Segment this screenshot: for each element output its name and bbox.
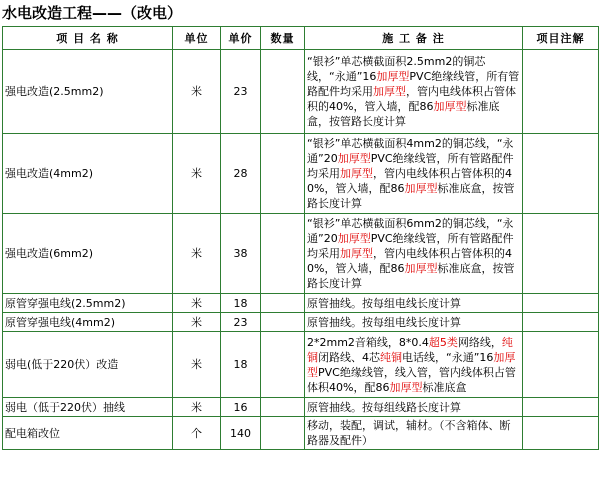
cell-price: 38	[221, 214, 261, 294]
cell-price: 140	[221, 417, 261, 450]
note-text: PVC绝缘线管，所有管路配件均采用	[307, 70, 520, 98]
page-title: 水电改造工程——（改电）	[2, 4, 183, 22]
cell-remark	[523, 134, 599, 214]
note-text: “银衫”单芯横截面积6mm2的铜芯线，“永通”20	[307, 217, 514, 245]
cell-remark	[523, 398, 599, 417]
cell-item-name: 原管穿强电线(2.5mm2)	[3, 294, 173, 313]
note-highlight: 加厚型	[404, 262, 438, 275]
note-text: 2*2mm2音箱线，8*0.4	[307, 335, 429, 349]
cell-quantity	[261, 332, 305, 398]
table-row	[3, 417, 599, 450]
table-row	[3, 313, 599, 332]
cell-unit: 米	[173, 50, 221, 134]
cell-quantity	[261, 313, 305, 332]
column-header-note: 施 工 备 注	[305, 27, 523, 50]
cell-unit: 米	[173, 134, 221, 214]
cell-item-name: 原管穿强电线(4mm2)	[3, 313, 173, 332]
note-text: ，管内电线体积占管体积的40%，管入墙，配86	[307, 247, 512, 275]
cell-quantity	[261, 398, 305, 417]
cell-price: 18	[221, 332, 261, 398]
cell-remark	[523, 214, 599, 294]
cell-construction-note	[305, 214, 523, 294]
cell-quantity	[261, 214, 305, 294]
cell-unit: 米	[173, 294, 221, 313]
cell-quantity	[261, 50, 305, 134]
cell-construction-note	[305, 294, 523, 313]
cell-unit: 米	[173, 313, 221, 332]
cell-price: 18	[221, 294, 261, 313]
note-text: 标准底盒，按管路长度计算	[307, 182, 515, 210]
cell-item-name: 配电箱改位	[3, 417, 173, 450]
cell-quantity	[261, 417, 305, 450]
note-text: 原管抽线。按每组电线长度计算	[307, 315, 461, 329]
cell-remark	[523, 313, 599, 332]
cell-construction-note	[305, 134, 523, 214]
note-highlight: 加厚型	[337, 232, 371, 245]
cell-construction-note	[305, 398, 523, 417]
note-text: ，管内电线体积占管体积的40%，管入墙，配86	[307, 85, 516, 113]
column-header-price: 单价	[221, 27, 261, 50]
table-row	[3, 214, 599, 294]
note-text: PVC绝缘线管，所有管路配件均采用	[307, 152, 514, 180]
note-highlight: 加厚型	[376, 70, 410, 83]
note-highlight: 加厚型	[373, 85, 406, 98]
note-text: 网络线，	[457, 335, 502, 349]
table-row	[3, 134, 599, 214]
note-text: 原管抽线。按每组线路长度计算	[307, 400, 461, 414]
note-highlight: 纯铜	[380, 350, 402, 364]
table-header	[3, 27, 599, 50]
cell-quantity	[261, 134, 305, 214]
cell-item-name: 弱电（低于220伏）抽线	[3, 398, 173, 417]
cell-item-name: 强电改造(2.5mm2)	[3, 50, 173, 134]
column-header-name: 项 目 名 称	[3, 27, 173, 50]
cell-price: 28	[221, 134, 261, 214]
note-text: ，管内电线体积占管体积的40%，管入墙，配86	[307, 167, 512, 195]
table-row	[3, 50, 599, 134]
table-row	[3, 332, 599, 398]
note-highlight: 超5类	[428, 335, 458, 349]
cell-remark	[523, 50, 599, 134]
note-text: “银衫”单芯横截面积2.5mm2的铜芯线，“永通”16	[307, 55, 486, 83]
cell-item-name: 强电改造(6mm2)	[3, 214, 173, 294]
cell-item-name: 弱电(低于220伏）改造	[3, 332, 173, 398]
cell-price: 16	[221, 398, 261, 417]
note-highlight: 加厚型	[340, 247, 373, 260]
cell-unit: 米	[173, 214, 221, 294]
note-highlight: 加厚型	[307, 350, 516, 379]
table-body	[3, 50, 599, 450]
table-row	[3, 294, 599, 313]
column-header-remark: 项目注解	[523, 27, 599, 50]
note-highlight: 加厚型	[433, 100, 467, 113]
cell-remark	[523, 294, 599, 313]
note-text: 电话线，“永通”16	[402, 350, 494, 364]
cell-construction-note	[305, 332, 523, 398]
cell-price: 23	[221, 50, 261, 134]
note-text: 移动，装配，调试，辅材。（不含箱体、断路器及配件）	[307, 419, 511, 447]
cell-quantity	[261, 294, 305, 313]
note-text: 闭路线、4芯	[318, 350, 380, 364]
note-highlight: 加厚型	[389, 380, 423, 394]
note-highlight: 加厚型	[404, 182, 438, 195]
table-header-row	[3, 27, 599, 50]
note-text: 标准底盒，按管路长度计算	[307, 262, 515, 290]
note-text: 标准底盒，按管路长度计算	[307, 100, 500, 128]
note-text: PVC绝缘线管，线入管，管内线体积占管体积40%，配86	[307, 365, 516, 394]
price-table	[2, 26, 599, 450]
table-row	[3, 398, 599, 417]
cell-remark	[523, 332, 599, 398]
cell-unit: 个	[173, 417, 221, 450]
note-highlight: 加厚型	[337, 152, 371, 165]
cell-item-name: 强电改造(4mm2)	[3, 134, 173, 214]
cell-construction-note	[305, 313, 523, 332]
cell-construction-note	[305, 417, 523, 450]
note-text: PVC绝缘线管，所有管路配件均采用	[307, 232, 514, 260]
cell-price: 23	[221, 313, 261, 332]
note-text: 标准底盒	[422, 380, 467, 394]
cell-remark	[523, 417, 599, 450]
note-text: “银衫”单芯横截面积4mm2的铜芯线，“永通”20	[307, 137, 514, 165]
column-header-quantity: 数量	[261, 27, 305, 50]
note-highlight: 纯铜	[307, 335, 513, 364]
cell-construction-note	[305, 50, 523, 134]
note-highlight: 加厚型	[340, 167, 373, 180]
cell-unit: 米	[173, 398, 221, 417]
cell-unit: 米	[173, 332, 221, 398]
note-text: 原管抽线。按每组电线长度计算	[307, 296, 461, 310]
column-header-unit: 单位	[173, 27, 221, 50]
